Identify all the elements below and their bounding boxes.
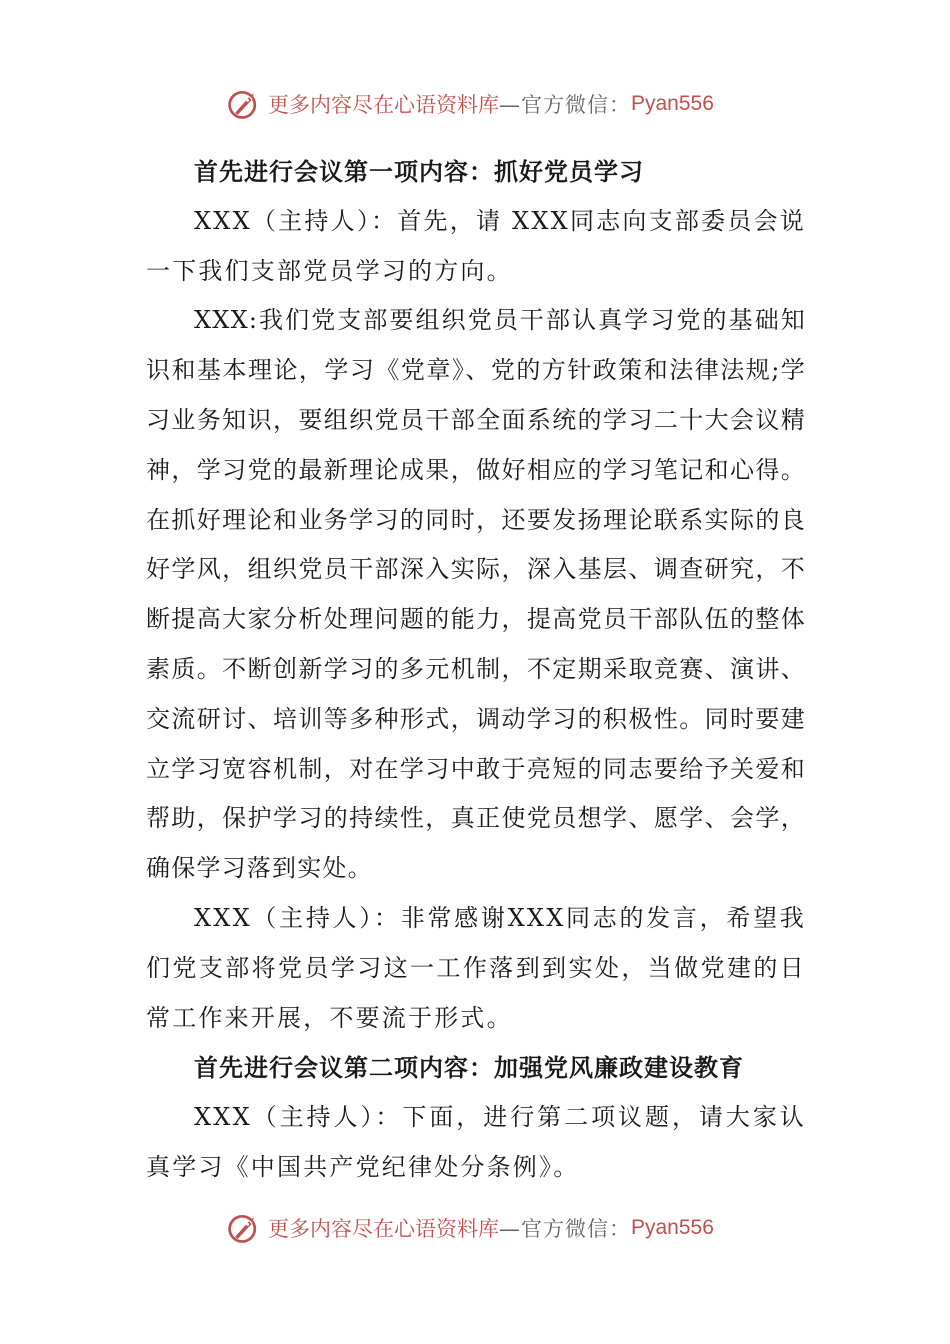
section-heading-2: 首先进行会议第二项内容：加强党风廉政建设教育 [194,1053,744,1083]
section-heading-1: 首先进行会议第一项内容：抓好党员学习 [194,157,644,186]
watermark-wechat-id: Pyan556 [631,1216,714,1239]
watermark-official-text: —官方微信： [499,93,631,117]
watermark-brand-text: 更多内容尽在心语资料库 [268,93,499,117]
paragraph-host-intro: XXX（主持人）：首先，请 XXX同志向支部委员会说一下我们支部党员学习的方向。 [146,206,806,285]
watermark-brand-text: 更多内容尽在心语资料库 [268,1217,499,1241]
watermark-official-text: —官方微信： [499,1217,631,1241]
pen-nib-circle-icon [226,1210,262,1246]
paragraph-host-second-topic: XXX（主持人）：下面，进行第二项议题，请大家认真学习《中国共产党纪律处分条例》。 [146,1103,806,1181]
paragraph-host-thanks: XXX（主持人）：非常感谢XXX同志的发言，希望我们党支部将党员学习这一工作落到到实处，当做党建的日常工作来开展，不要流于形式。 [146,903,806,1032]
watermark-banner-top [226,84,714,124]
watermark-banner-bottom [226,1208,714,1248]
document-body [146,147,806,1193]
pen-nib-circle-icon [226,86,262,122]
watermark-wechat-id: Pyan556 [631,92,714,115]
paragraph-member-study: XXX:我们党支部要组织党员干部认真学习党的基础知识和基本理论，学习《党章》、党的方针政策和法律法规;学习业务知识，要组织党员干部全面系统的学习二十大会议精神，学习党的最新理论成果，做好相应的学习笔记和心得。在抓好理论和业务学习的同时，还要发扬理论联系实际的良好学风，组织党员干部深入实际，深入基层、调查研究，不断提高大家分析处理问题的能力，提高党员干部队伍的整体素质。不断创新学习的多元机制，不定期采取竞赛、演讲、交流研讨、培训等多种形式，调动学习的积极性。同时要建立学习宽容机制，对在学习中敢于亮短的同志要给予关爱和帮助，保护学习的持续性，真正使党员想学、愿学、会学，确保学习落到实处。 [146,306,806,883]
